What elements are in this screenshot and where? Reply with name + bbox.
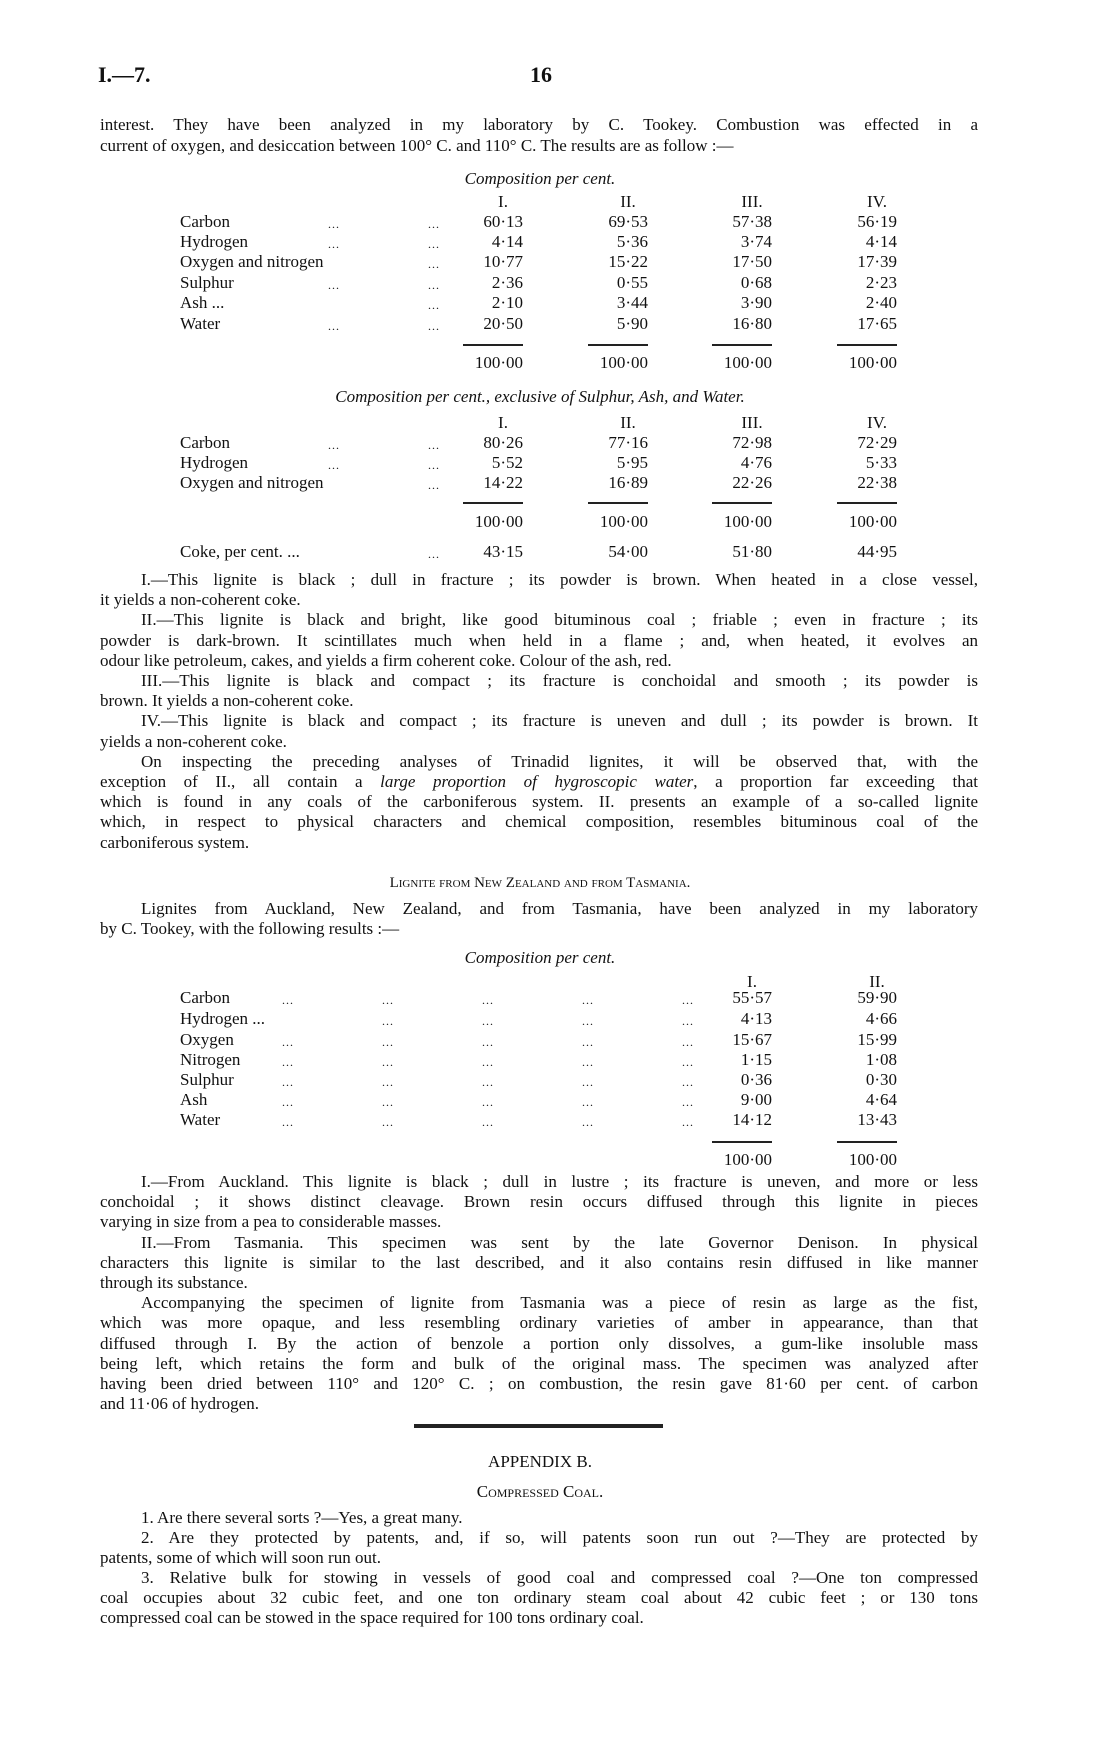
cell-value: 2·10 <box>491 293 523 312</box>
row-label: Hydrogen ... <box>180 1009 265 1028</box>
paragraph-line: compressed coal can be stowed in the space required for 100 tons ordinary coal. <box>100 1608 644 1627</box>
appendix-title: APPENDIX B. <box>488 1452 592 1471</box>
leader-dots: ... <box>428 237 440 251</box>
cell-value: 10·77 <box>483 252 523 271</box>
leader-dots: ... <box>382 1095 394 1109</box>
column-header: IV. <box>867 413 887 432</box>
total-value: 100·00 <box>848 512 897 531</box>
cell-value: 16·80 <box>732 314 772 333</box>
total-value: 100·00 <box>599 512 648 531</box>
cell-value: 5·52 <box>491 453 523 472</box>
total-value: 100·00 <box>723 353 772 372</box>
leader-dots: ... <box>382 1075 394 1089</box>
leader-dots: ... <box>582 993 594 1007</box>
column-header: I. <box>498 413 508 432</box>
paragraph-line: by C. Tookey, with the following results :— <box>100 919 400 938</box>
leader-dots: ... <box>682 1035 694 1049</box>
paragraph-line: II.—From Tasmania. This specimen was sent by the late Governor Denison. In physical <box>141 1232 978 1252</box>
cell-value: 56·19 <box>857 212 897 231</box>
cell-value: 0·30 <box>865 1070 897 1089</box>
cell-value: 14·22 <box>483 473 523 492</box>
leader-dots: ... <box>382 1014 394 1028</box>
page-number: 16 <box>530 62 552 87</box>
row-label: Ash <box>180 1090 208 1109</box>
cell-value: 14·12 <box>732 1110 772 1129</box>
leader-dots: ... <box>382 1115 394 1129</box>
cell-value: 1·15 <box>740 1050 772 1069</box>
cell-value: 20·50 <box>483 314 523 333</box>
paragraph-line <box>100 771 978 793</box>
paragraph-line: characters this lignite is similar to the last described, and it also contains resin diffused in like manner <box>100 1252 978 1272</box>
cell-value: 60·13 <box>483 212 523 231</box>
paragraph-line: III.—This lignite is black and compact ; its fracture is conchoidal and smooth ; its powder is <box>141 671 978 690</box>
page-ref: I.—7. <box>98 62 151 87</box>
paragraph-line: having been dried between 110° and 120° C. ; on combustion, the resin gave 81·60 per cent. of carbon <box>100 1374 978 1393</box>
row-label: Hydrogen <box>180 232 248 251</box>
row-label: Sulphur <box>180 273 234 292</box>
row-label: Water <box>180 1110 221 1129</box>
paragraph-line: diffused through I. By the action of benzole a portion only dissolves, a gum-like insoluble mass <box>100 1333 978 1353</box>
cell-value: 54·00 <box>608 542 648 561</box>
leader-dots: ... <box>582 1055 594 1069</box>
divider-rule <box>588 344 648 346</box>
cell-value: 4·76 <box>740 453 772 472</box>
cell-value: 80·26 <box>483 433 523 452</box>
total-value: 100·00 <box>599 353 648 372</box>
leader-dots: ... <box>682 993 694 1007</box>
row-label: Carbon <box>180 988 231 1007</box>
row-label: Nitrogen <box>180 1050 241 1069</box>
paragraph-line: which is found in any coals of the carboniferous system. II. presents an example of a so-called lignite <box>100 792 978 812</box>
paragraph-line: I.—This lignite is black ; dull in fracture ; its powder is brown. When heated in a close vessel, <box>141 570 978 589</box>
leader-dots: ... <box>428 298 440 312</box>
column-header: II. <box>869 972 885 991</box>
divider-rule <box>414 1424 663 1428</box>
cell-value: 3·90 <box>740 293 772 312</box>
leader-dots: ... <box>428 278 440 292</box>
leader-dots: ... <box>328 278 340 292</box>
paragraph-line: Lignites from Auckland, New Zealand, and from Tasmania, have been analyzed in my laboratory <box>141 899 978 918</box>
paragraph-line: through its substance. <box>100 1273 248 1292</box>
leader-dots: ... <box>428 438 440 452</box>
leader-dots: ... <box>382 993 394 1007</box>
leader-dots: ... <box>682 1095 694 1109</box>
paragraph-line: Accompanying the specimen of lignite from Tasmania was a piece of resin as large as the fist, <box>141 1293 978 1313</box>
leader-dots: ... <box>328 237 340 251</box>
cell-value: 2·36 <box>491 273 523 292</box>
leader-dots: ... <box>682 1075 694 1089</box>
cell-value: 59·90 <box>857 988 897 1007</box>
cell-value: 22·26 <box>732 473 772 492</box>
paragraph-line: 2. Are they protected by patents, and, if so, will patents soon run out ?—They are protected by <box>141 1528 978 1547</box>
paragraph-line: powder is dark-brown. It scintillates much when held in a flame ; and, when heated, it evolves an <box>100 630 978 650</box>
divider-rule <box>588 502 648 504</box>
cell-value: 3·44 <box>616 293 648 312</box>
row-label: Carbon <box>180 212 231 231</box>
row-label: Oxygen and nitrogen <box>180 473 324 492</box>
cell-value: 15·99 <box>857 1030 897 1049</box>
cell-value: 4·64 <box>865 1090 897 1109</box>
cell-value: 51·80 <box>732 542 772 561</box>
cell-value: 72·98 <box>732 433 772 452</box>
cell-value: 57·38 <box>732 212 772 231</box>
row-label: Water <box>180 314 221 333</box>
cell-value: 5·33 <box>865 453 897 472</box>
paragraph-line: which was more opaque, and less resembling ordinary varieties of amber in appearance, than that <box>100 1313 978 1333</box>
paragraph-line: 3. Relative bulk for stowing in vessels of good coal and compressed coal ?—One ton compressed <box>141 1568 978 1587</box>
row-label: Ash ... <box>180 293 225 312</box>
leader-dots: ... <box>582 1095 594 1109</box>
divider-rule <box>463 344 523 346</box>
paragraph-line: which, in respect to physical characters and chemical composition, resembles bituminous coal of the <box>100 812 978 832</box>
leader-dots: ... <box>328 319 340 333</box>
cell-value: 2·40 <box>865 293 897 312</box>
leader-dots: ... <box>282 993 294 1007</box>
cell-value: 4·66 <box>865 1009 897 1028</box>
cell-value: 43·15 <box>483 542 523 561</box>
leader-dots: ... <box>482 1014 494 1028</box>
cell-value: 77·16 <box>608 433 648 452</box>
appendix-subtitle: Compressed Coal. <box>476 1482 604 1501</box>
leader-dots: ... <box>328 438 340 452</box>
cell-value: 15·22 <box>608 252 648 271</box>
leader-dots: ... <box>582 1115 594 1129</box>
paragraph-line: being left, which retains the form and bulk of the original mass. The specimen was analyzed after <box>100 1353 978 1373</box>
row-label: Hydrogen <box>180 453 248 472</box>
cell-value: 9·00 <box>740 1090 772 1109</box>
cell-value: 0·55 <box>616 273 648 292</box>
cell-value: 17·65 <box>857 314 897 333</box>
divider-rule <box>712 344 772 346</box>
divider-rule <box>712 1141 772 1143</box>
cell-value: 55·57 <box>732 988 772 1007</box>
leader-dots: ... <box>282 1095 294 1109</box>
paragraph-line: interest. They have been analyzed in my laboratory by C. Tookey. Combustion was effected in a <box>100 115 978 134</box>
divider-rule <box>837 1141 897 1143</box>
paragraph-line: brown. It yields a non-coherent coke. <box>100 691 354 711</box>
row-label: Carbon <box>180 433 231 452</box>
column-header: IV. <box>867 192 887 211</box>
leader-dots: ... <box>682 1055 694 1069</box>
table-caption: Composition per cent., exclusive of Sulphur, Ash, and Water. <box>335 387 745 406</box>
leader-dots: ... <box>682 1115 694 1129</box>
row-label: Coke, per cent. ... <box>180 542 300 561</box>
cell-value: 22·38 <box>857 473 897 492</box>
paragraph-line: patents, some of which will soon run out. <box>100 1548 381 1567</box>
cell-value: 3·74 <box>740 232 772 251</box>
cell-value: 5·36 <box>616 232 648 251</box>
total-value: 100·00 <box>723 512 772 531</box>
cell-value: 15·67 <box>732 1030 772 1049</box>
leader-dots: ... <box>428 478 440 492</box>
column-header: II. <box>620 413 636 432</box>
divider-rule <box>837 344 897 346</box>
leader-dots: ... <box>482 1075 494 1089</box>
total-value: 100·00 <box>848 353 897 372</box>
cell-value: 5·95 <box>616 453 648 472</box>
paragraph-line: carboniferous system. <box>100 832 250 852</box>
cell-value: 4·13 <box>740 1009 772 1028</box>
paragraph-line: 1. Are there several sorts ?—Yes, a great many. <box>141 1508 463 1527</box>
total-value: 100·00 <box>474 353 523 372</box>
leader-dots: ... <box>282 1115 294 1129</box>
cell-value: 13·43 <box>857 1110 897 1129</box>
paragraph-line: On inspecting the preceding analyses of Trinadid lignites, it will be observed that, with the <box>141 751 978 771</box>
paragraph-line: conchoidal ; it shows distinct cleavage. Brown resin occurs diffused through this lignite in pieces <box>100 1192 978 1212</box>
cell-value: 0·68 <box>740 273 772 292</box>
paragraph-line: I.—From Auckland. This lignite is black ; dull in lustre ; its fracture is uneven, and more or less <box>141 1172 978 1191</box>
leader-dots: ... <box>482 1055 494 1069</box>
paragraph-line: current of oxygen, and desiccation between 100° C. and 110° C. The results are as follow :— <box>100 136 734 155</box>
text-span: exception of II., all contain a <box>100 772 381 791</box>
cell-value: 72·29 <box>857 433 897 452</box>
paragraph-line: IV.—This lignite is black and compact ; its fracture is uneven and dull ; its powder is brown. It <box>141 711 978 731</box>
divider-rule <box>712 502 772 504</box>
table-caption: Composition per cent. <box>464 169 616 188</box>
row-label: Sulphur <box>180 1070 234 1089</box>
paragraph-line: yields a non-coherent coke. <box>100 731 287 751</box>
leader-dots: ... <box>382 1035 394 1049</box>
total-value: 100·00 <box>848 1150 897 1169</box>
leader-dots: ... <box>582 1035 594 1049</box>
leader-dots: ... <box>382 1055 394 1069</box>
row-label: Oxygen <box>180 1030 234 1049</box>
paragraph-line: odour like petroleum, cakes, and yields a firm coherent coke. Colour of the ash, red. <box>100 650 672 670</box>
section-heading: Lignite from New Zealand and from Tasmania. <box>389 875 691 891</box>
paragraph-line: coal occupies about 32 cubic feet, and one ton ordinary steam coal about 42 cubic feet ; or 130 tons <box>100 1588 978 1607</box>
row-label: Oxygen and nitrogen <box>180 252 324 271</box>
leader-dots: ... <box>428 319 440 333</box>
leader-dots: ... <box>282 1035 294 1049</box>
leader-dots: ... <box>428 217 440 231</box>
cell-value: 69·53 <box>608 212 648 231</box>
cell-value: 17·39 <box>857 252 897 271</box>
text-span: , a proportion far exceeding that <box>693 772 979 791</box>
leader-dots: ... <box>328 217 340 231</box>
leader-dots: ... <box>482 993 494 1007</box>
total-value: 100·00 <box>723 1150 772 1169</box>
leader-dots: ... <box>482 1095 494 1109</box>
leader-dots: ... <box>428 257 440 271</box>
paragraph-line: varying in size from a pea to considerable masses. <box>100 1212 442 1232</box>
cell-value: 4·14 <box>491 232 523 251</box>
cell-value: 44·95 <box>857 542 897 561</box>
column-header: II. <box>620 192 636 211</box>
leader-dots: ... <box>582 1014 594 1028</box>
column-header: III. <box>741 192 763 211</box>
cell-value: 1·08 <box>865 1050 897 1069</box>
leader-dots: ... <box>482 1035 494 1049</box>
leader-dots: ... <box>482 1115 494 1129</box>
cell-value: 0·36 <box>740 1070 772 1089</box>
paragraph-line: II.—This lignite is black and bright, like good bituminous coal ; friable ; even in fracture ; its <box>141 610 978 630</box>
cell-value: 17·50 <box>732 252 772 271</box>
column-header: I. <box>747 972 757 991</box>
table-caption: Composition per cent. <box>464 948 616 967</box>
leader-dots: ... <box>682 1014 694 1028</box>
divider-rule <box>463 502 523 504</box>
italic-phrase: large proportion of hygroscopic water <box>380 772 694 791</box>
cell-value: 4·14 <box>865 232 897 251</box>
paragraph-line: it yields a non-coherent coke. <box>100 590 301 610</box>
leader-dots: ... <box>328 458 340 472</box>
total-value: 100·00 <box>474 512 523 531</box>
cell-value: 16·89 <box>608 473 648 492</box>
column-header: I. <box>498 192 508 211</box>
cell-value: 2·23 <box>865 273 897 292</box>
leader-dots: ... <box>582 1075 594 1089</box>
paragraph-line: and 11·06 of hydrogen. <box>100 1394 259 1414</box>
leader-dots: ... <box>428 458 440 472</box>
cell-value: 5·90 <box>616 314 648 333</box>
column-header: III. <box>741 413 763 432</box>
leader-dots: ... <box>428 547 440 561</box>
leader-dots: ... <box>282 1075 294 1089</box>
leader-dots: ... <box>282 1055 294 1069</box>
divider-rule <box>837 502 897 504</box>
